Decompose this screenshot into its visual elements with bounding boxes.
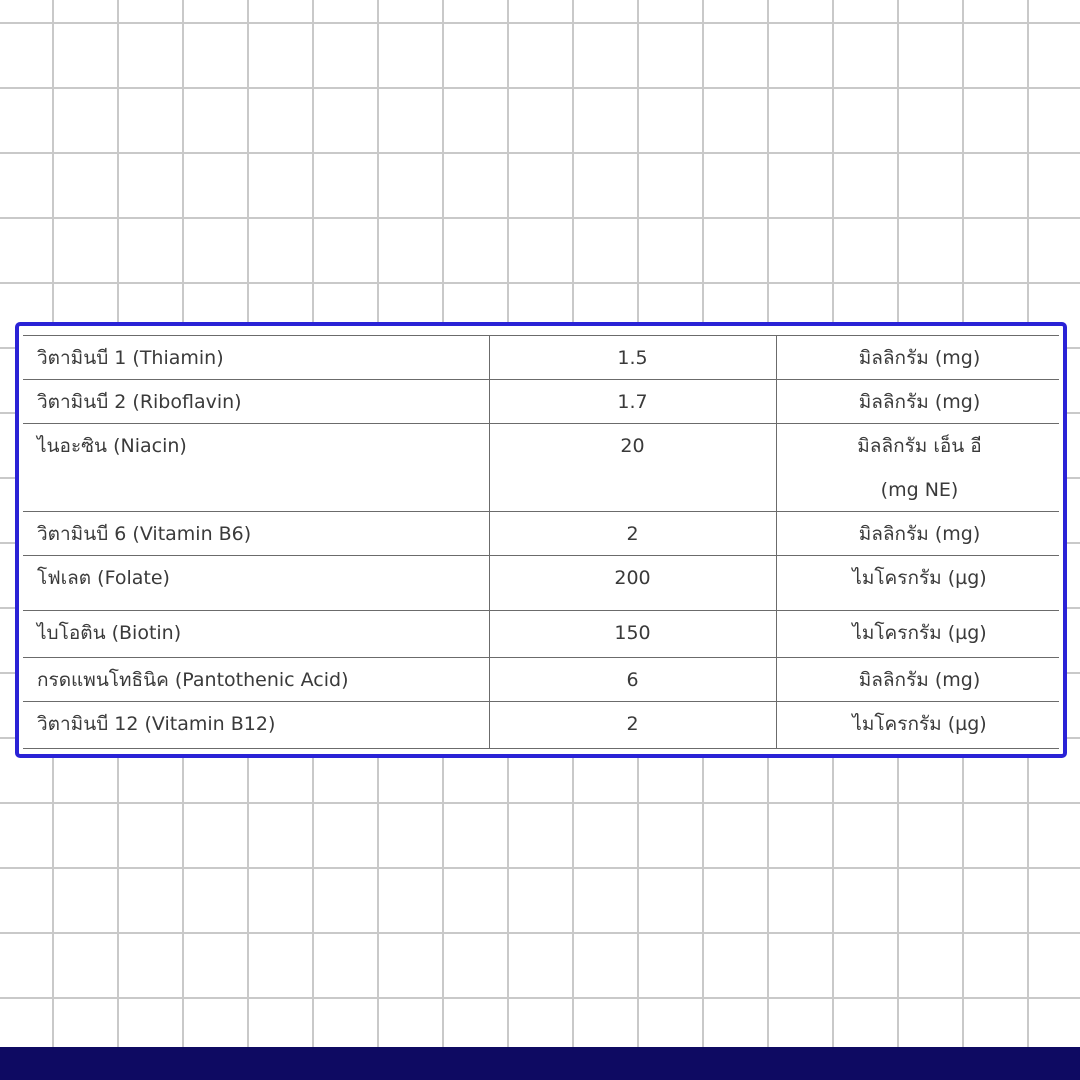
nutrient-unit: ไมโครกรัม (µg)	[776, 611, 1059, 658]
amount-value: 1.7	[617, 391, 648, 413]
nutrient-amount	[489, 512, 776, 556]
table-row	[23, 380, 1059, 424]
amount-value: 20	[620, 435, 645, 457]
nutrient-amount	[489, 556, 776, 611]
footer-bar	[0, 1047, 1080, 1080]
amount-value: 1.5	[617, 347, 648, 369]
nutrient-name: ไนอะซิน (Niacin)	[23, 424, 489, 512]
table-row	[23, 556, 1059, 611]
nutrient-amount	[489, 336, 776, 380]
nutrient-amount	[489, 424, 776, 512]
nutrient-name: ไบโอติน (Biotin)	[23, 611, 489, 658]
unit-line-2: (mg NE)	[880, 479, 959, 501]
nutrient-name: วิตามินบี 6 (Vitamin B6)	[23, 512, 489, 556]
nutrient-unit: ไมโครกรัม (µg)	[776, 702, 1059, 749]
table-row	[23, 424, 1059, 512]
nutrient-unit: มิลลิกรัม (mg)	[776, 512, 1059, 556]
table-row	[23, 336, 1059, 380]
nutrient-table-container	[23, 330, 1059, 750]
amount-value: 6	[626, 669, 639, 691]
table-row	[23, 611, 1059, 658]
nutrient-amount	[489, 380, 776, 424]
amount-value: 2	[626, 713, 639, 735]
nutrient-amount	[489, 658, 776, 702]
table-row	[23, 658, 1059, 702]
amount-value: 2	[626, 523, 639, 545]
vitamin-table	[23, 335, 1059, 749]
nutrient-unit: มิลลิกรัม (mg)	[776, 380, 1059, 424]
nutrient-table-frame	[15, 322, 1067, 758]
amount-value: 150	[614, 622, 651, 644]
nutrient-name: วิตามินบี 2 (Riboflavin)	[23, 380, 489, 424]
nutrient-amount	[489, 611, 776, 658]
nutrient-unit: มิลลิกรัม (mg)	[776, 336, 1059, 380]
nutrient-name: วิตามินบี 1 (Thiamin)	[23, 336, 489, 380]
nutrient-name: โฟเลต (Folate)	[23, 556, 489, 611]
nutrient-unit	[776, 424, 1059, 512]
nutrient-amount	[489, 702, 776, 749]
table-row	[23, 702, 1059, 749]
nutrient-unit: ไมโครกรัม (µg)	[776, 556, 1059, 611]
table-row	[23, 512, 1059, 556]
nutrient-unit: มิลลิกรัม (mg)	[776, 658, 1059, 702]
nutrient-name: วิตามินบี 12 (Vitamin B12)	[23, 702, 489, 749]
nutrient-name: กรดแพนโทธินิค (Pantothenic Acid)	[23, 658, 489, 702]
unit-line-1: มิลลิกรัม เอ็น อี	[857, 435, 982, 457]
amount-value: 200	[614, 567, 651, 589]
